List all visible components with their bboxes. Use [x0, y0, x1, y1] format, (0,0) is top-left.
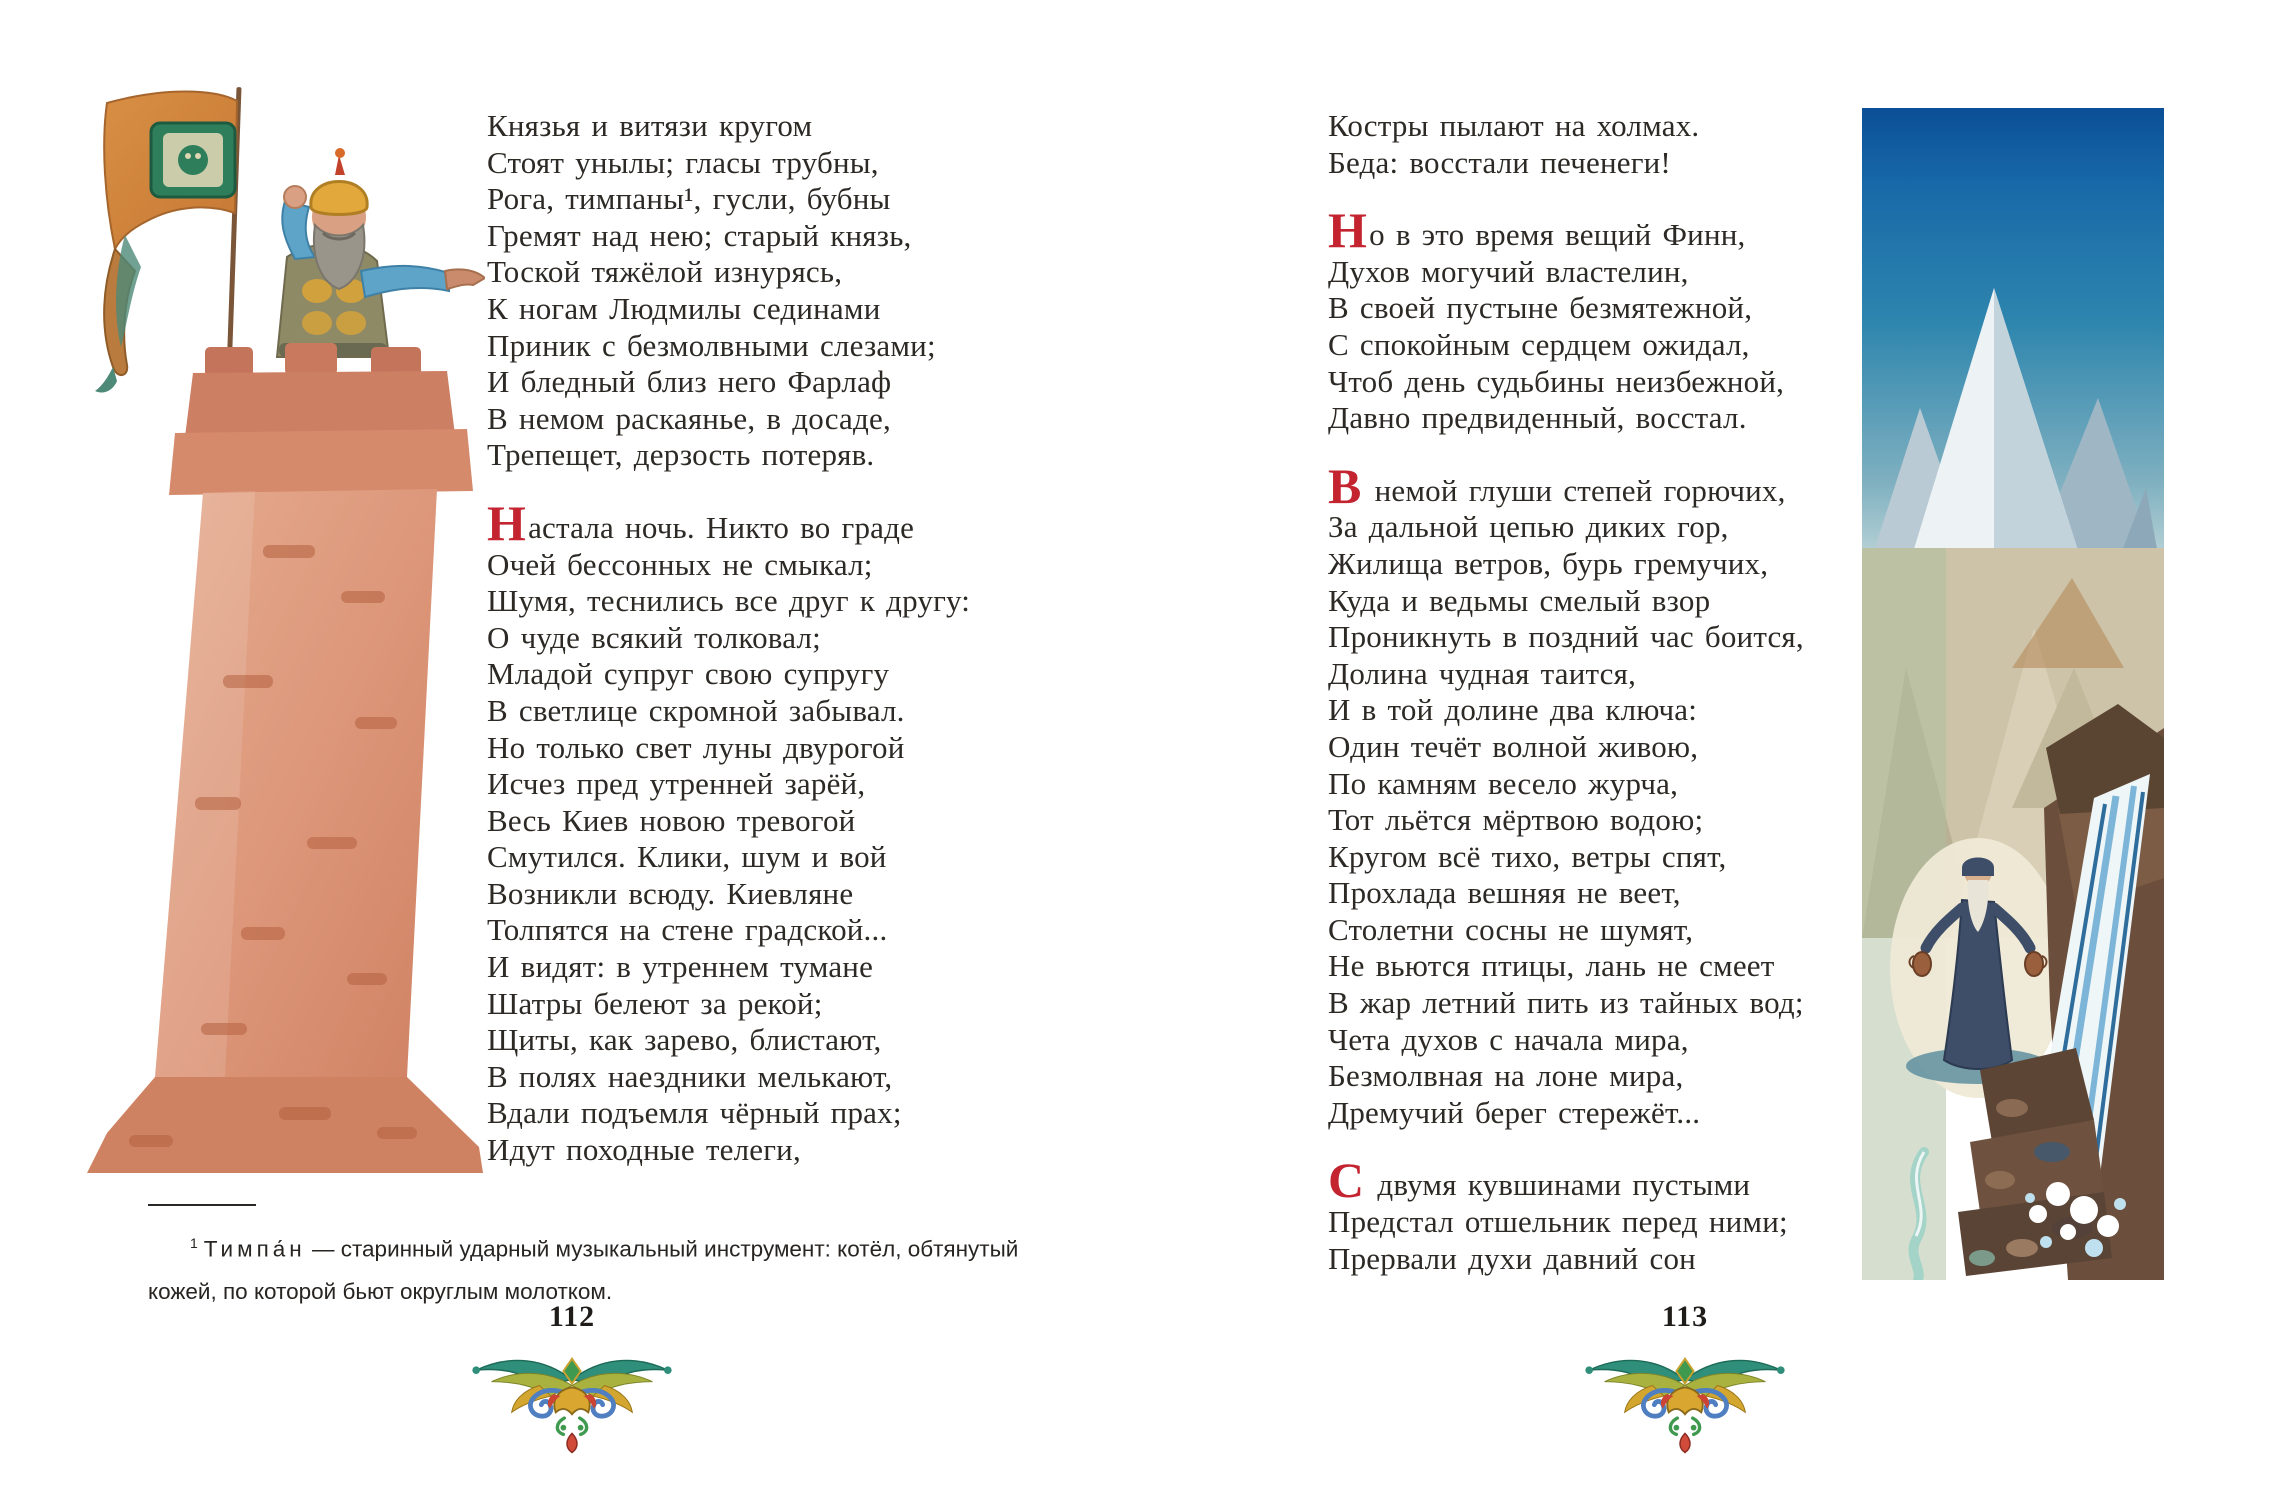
stanza [1328, 1152, 1828, 1277]
tower-parapet [169, 343, 473, 495]
poem-line: В светлице скромной забывал. [487, 692, 905, 728]
poem-line: Очей бессонных не смыкал; [487, 546, 873, 582]
poem-line: И бледный близ него Фарлаф [487, 364, 892, 400]
hermit-springs-art [1862, 108, 2164, 1280]
footnote-term: Тимпа́н [203, 1236, 306, 1262]
poem-line: Шатры белеют за рекой; [487, 985, 823, 1021]
stanza [487, 494, 987, 1169]
poem-line: Гремят над нею; старый князь, [487, 217, 912, 253]
poem-column-left [487, 108, 987, 1169]
poem-line: Беда: восстали печенеги! [1328, 144, 1671, 180]
poem-line: Костры пылают на холмах. [1328, 108, 1700, 143]
poem-line: Вдали подъемля чёрный прах; [487, 1095, 902, 1131]
poem-line: В немом раскаянье, в досаде, [487, 400, 891, 436]
poem-line: Толпятся на стене градской... [487, 912, 888, 948]
poem-line: Долина чудная таится, [1328, 655, 1637, 691]
prince-tower-art [55, 75, 485, 1175]
page-number-left: 112 [548, 1300, 596, 1333]
poem-line: Исчез пред утренней зарёй, [487, 766, 866, 802]
footnote-marker: 1 [190, 1235, 198, 1251]
poem-line: Не вьются птицы, лань не смеет [1328, 948, 1775, 984]
illustration-hermit-at-springs [1862, 108, 2164, 1280]
poem-line: Шумя, теснились все друг к другу: [487, 583, 971, 619]
poem-line: Куда и ведьмы смелый взор [1328, 582, 1711, 618]
page-ornament-right [1570, 1338, 1800, 1456]
stanza-initial: Н [487, 494, 527, 551]
poem-line: Столетни сосны не шумят, [1328, 911, 1694, 947]
poem-line: Но только свет луны двурогой [487, 729, 905, 765]
prince-figure [277, 148, 485, 357]
poem-line: Один течёт волной живою, [1328, 728, 1699, 764]
poem-line: Прервали духи давний сон [1328, 1240, 1696, 1276]
illustration-prince-on-tower [55, 75, 485, 1175]
stanza [1328, 457, 1828, 1132]
poem-line: Кругом всё тихо, ветры спят, [1328, 838, 1727, 874]
poem-line: Дремучий берег стережёт... [1328, 1094, 1701, 1130]
stanza-initial: Н [1328, 202, 1368, 259]
poem-line: По камням весело журча, [1328, 765, 1679, 801]
poem-line: Щиты, как зарево, блистают, [487, 1022, 882, 1058]
stanza [487, 108, 987, 474]
poem-line: Жилища ветров, бурь гремучих, [1328, 545, 1769, 581]
poem-line: С спокойным сердцем ожидал, [1328, 326, 1750, 362]
poem-line: С двумя кувшинами пустыми [1328, 1152, 1751, 1209]
poem-line: Проникнуть в поздний час боится, [1328, 619, 1804, 655]
poem-line: Возникли всюду. Киевляне [487, 875, 854, 911]
footnote [148, 1204, 1058, 1313]
poem-line: Трепещет, дерзость потеряв. [487, 437, 875, 473]
poem-line: Смутился. Клики, шум и вой [487, 839, 887, 875]
stanza [1328, 202, 1828, 437]
poem-line: И в той долине два ключа: [1328, 692, 1698, 728]
poem-line: Прохлада вешняя не веет, [1328, 875, 1681, 911]
poem-line: Чета духов с начала мира, [1328, 1021, 1689, 1057]
poem-line: Идут походные телеги, [487, 1132, 801, 1168]
poem-line: Чтоб день судьбины неизбежной, [1328, 363, 1785, 399]
poem-line: К ногам Людмилы сединами [487, 290, 881, 326]
poem-line: Приник с безмолвными слезами; [487, 327, 936, 363]
poem-column-right [1328, 108, 1828, 1277]
poem-line: Настала ночь. Никто во граде [487, 494, 915, 551]
poem-line: Тоской тяжёлой изнурясь, [487, 254, 843, 290]
poem-line: Предстал отшельник перед ними; [1328, 1204, 1788, 1240]
poem-line: В немой глуши степей горючих, [1328, 457, 1786, 514]
footnote-definition: — старинный ударный музыкальный инструмент: котёл, обтянутый кожей, по которой бьют округлым молотком. [148, 1236, 1019, 1304]
poem-line: Рога, тимпаны¹, гусли, бубны [487, 181, 891, 217]
poem-line: И видят: в утреннем тумане [487, 949, 874, 985]
poem-line: Безмолвная на лоне мира, [1328, 1058, 1684, 1094]
footnote-divider [148, 1204, 256, 1206]
poem-line: В полях наездники мелькают, [487, 1058, 893, 1094]
poem-line: Духов могучий властелин, [1328, 253, 1689, 289]
poem-line: В жар летний пить из тайных вод; [1328, 985, 1804, 1021]
footnote-text [148, 1222, 1058, 1313]
poem-line: Давно предвиденный, восстал. [1328, 400, 1747, 436]
tower-shaft [87, 489, 483, 1173]
stanza-initial: С [1328, 1152, 1365, 1209]
page-ornament-left [457, 1338, 687, 1456]
stanza [1328, 108, 1828, 181]
page-number-right: 113 [1661, 1300, 1709, 1333]
poem-line: О чуде всякий толковал; [487, 619, 821, 655]
poem-line: Но в это время вещий Финн, [1328, 202, 1746, 259]
poem-line: Младой супруг свою супругу [487, 656, 890, 692]
poem-line: Тот льётся мёртвою водою; [1328, 802, 1704, 838]
poem-line: Стоят унылы; гласы трубны, [487, 144, 879, 180]
poem-line: Весь Киев новою тревогой [487, 802, 856, 838]
poem-line: За дальной цепью диких гор, [1328, 509, 1729, 545]
poem-line: В своей пустыне безмятежной, [1328, 290, 1753, 326]
stanza-initial: В [1328, 457, 1362, 514]
poem-line: Князья и витязи кругом [487, 108, 813, 143]
